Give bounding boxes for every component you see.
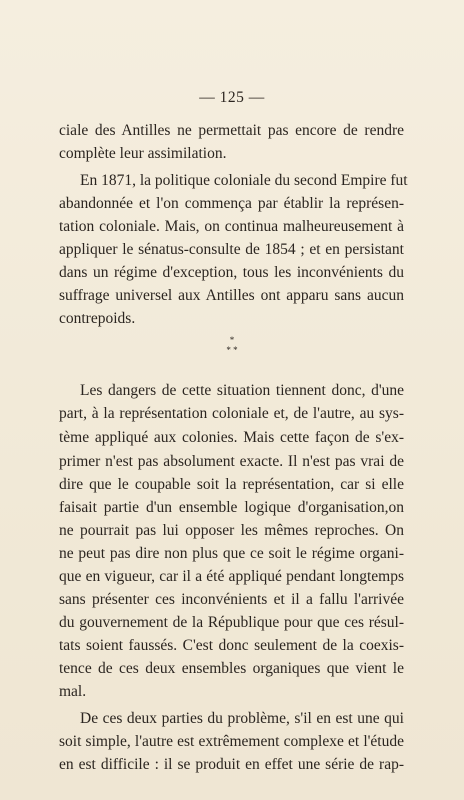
- text-line: complète leur assimilation.: [59, 145, 227, 162]
- text-line: abandonnée et l'on commença par établir la représen-: [59, 195, 404, 212]
- text-line: suffrage universel aux Antilles ont apparu sans aucun: [59, 287, 404, 304]
- text-line: ciale des Antilles ne permettait pas encore de rendre: [59, 122, 404, 139]
- text-line: faisait partie d'un ensemble logique d'organisation,on: [59, 499, 404, 516]
- text-line: dans un régime d'exception, tous les inconvénients du: [59, 264, 404, 281]
- text-line: soit simple, l'autre est extrêmement complexe et l'étude: [59, 733, 404, 750]
- text-line: tème appliqué aux colonies. Mais cette façon de s'ex-: [59, 429, 404, 446]
- text-line: tation coloniale. Mais, on continua malheureusement à: [59, 218, 404, 235]
- text-line: sans présenter ces inconvénients et il a fallu l'arrivée: [59, 591, 404, 608]
- text-line: part, à la représentation coloniale et, de l'autre, au sys-: [59, 405, 404, 422]
- text-line: ne pourrait pas lui opposer les mêmes reproches. On: [59, 522, 404, 539]
- text-line: Les dangers de cette situation tiennent donc, d'une: [80, 382, 404, 399]
- text-line: tence de ces deux ensembles organiques que vient le: [59, 660, 404, 677]
- text-line: mal.: [59, 683, 87, 700]
- text-line: que en vigueur, car il a été appliqué pendant longtemps: [59, 568, 404, 585]
- text-line: du gouvernement de la République pour que ces résul-: [59, 614, 404, 631]
- page-number: — 125 —: [199, 89, 265, 106]
- text-line: appliquer le sénatus-consulte de 1854 ; et en persistant: [59, 241, 404, 258]
- text-line: dire que le coupable soit la représentation, car si elle: [59, 476, 404, 493]
- text-line: contrepoids.: [59, 310, 136, 327]
- text-line: en est difficile : il se produit en effet une série de rap-: [59, 756, 404, 773]
- text-line: tats soient faussés. C'est donc seulement de la coexis-: [59, 637, 404, 654]
- text-line: De ces deux parties du problème, s'il en est une qui: [80, 710, 404, 727]
- text-line: En 1871, la politique coloniale du second Empire fut: [80, 172, 408, 189]
- separator-star-bottom: * *: [226, 345, 238, 355]
- separator-star-top: *: [229, 335, 235, 345]
- text-line: primer n'est pas absolument exacte. Il n'est pas vrai de: [59, 453, 404, 470]
- text-line: ne peut pas dire non plus que ce soit le régime organi-: [59, 545, 404, 562]
